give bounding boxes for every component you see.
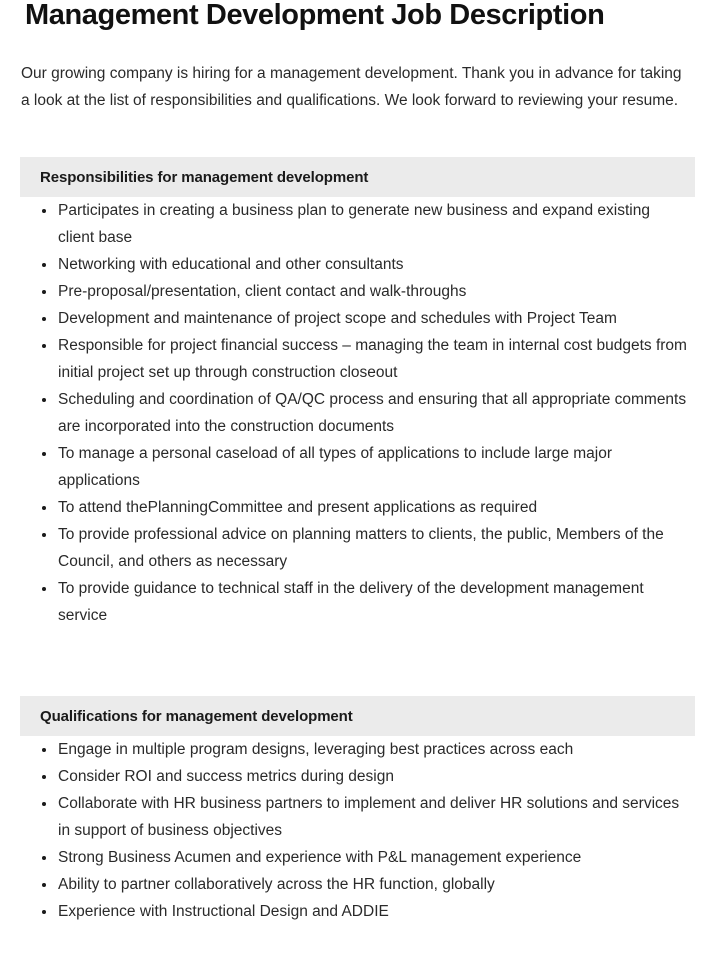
intro-paragraph: Our growing company is hiring for a management development. Thank you in advance for taking a look at the list of responsibilities and qualifications. We look forward to reviewing your resume. xyxy=(21,65,682,109)
list-item: Engage in multiple program designs, leveraging best practices across each xyxy=(0,736,720,763)
qualifications-list xyxy=(0,736,720,925)
list-item: Collaborate with HR business partners to implement and deliver HR solutions and services in support of business objectives xyxy=(0,790,720,844)
responsibilities-section xyxy=(0,157,720,629)
responsibilities-section-header xyxy=(20,157,695,197)
qualifications-section-header xyxy=(20,696,695,736)
qualifications-heading-label: Qualifications for management development xyxy=(40,707,353,725)
list-item: Development and maintenance of project scope and schedules with Project Team xyxy=(0,305,720,332)
list-item: Networking with educational and other consultants xyxy=(0,251,720,278)
list-item: Participates in creating a business plan to generate new business and expand existing client base xyxy=(0,197,720,251)
list-item: To provide professional advice on planning matters to clients, the public, Members of the Council, and others as necessary xyxy=(0,521,720,575)
list-item: To attend thePlanningCommittee and present applications as required xyxy=(0,494,720,521)
list-item: To manage a personal caseload of all types of applications to include large major applications xyxy=(0,440,720,494)
list-item: Experience with Instructional Design and ADDIE xyxy=(0,898,720,925)
list-item: Scheduling and coordination of QA/QC process and ensuring that all appropriate comments are incorporated into the construction documents xyxy=(0,386,720,440)
responsibilities-list xyxy=(0,197,720,629)
list-item: Consider ROI and success metrics during design xyxy=(0,763,720,790)
list-item: Responsible for project financial success – managing the team in internal cost budgets from initial project set up through construction closeout xyxy=(0,332,720,386)
list-item: To provide guidance to technical staff in the delivery of the development management service xyxy=(0,575,720,629)
responsibilities-heading-label: Responsibilities for management development xyxy=(40,168,369,186)
list-item: Strong Business Acumen and experience with P&L management experience xyxy=(0,844,720,871)
list-item: Pre-proposal/presentation, client contact and walk-throughs xyxy=(0,278,720,305)
page-title: Management Development Job Description xyxy=(25,0,605,31)
qualifications-section xyxy=(0,696,720,925)
list-item: Ability to partner collaboratively across the HR function, globally xyxy=(0,871,720,898)
